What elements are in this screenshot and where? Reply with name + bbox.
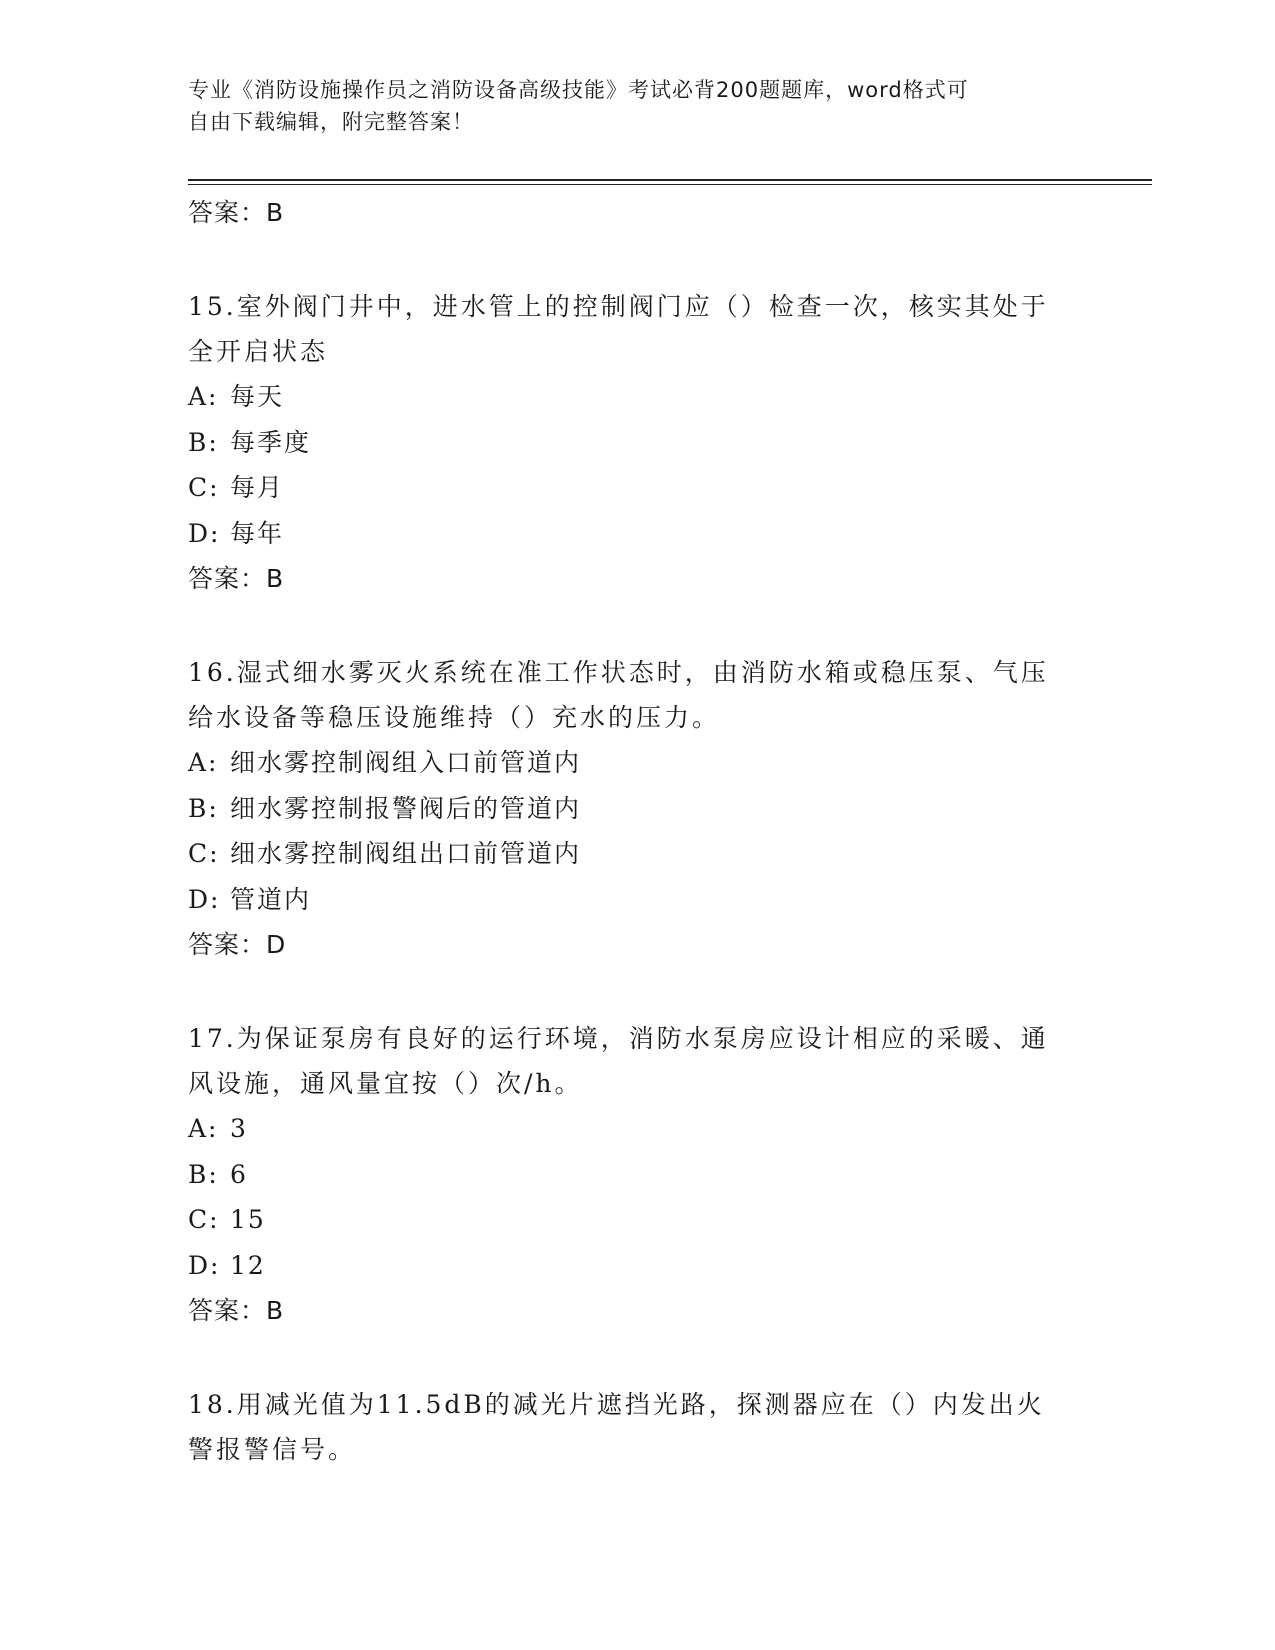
option-a [188,374,1088,420]
question-stem-line-1: 16.湿式细水雾灭火系统在准工作状态时，由消防水箱或稳压泵、气压 [188,658,1049,687]
option-text: 6 [230,1159,248,1189]
question-stem-line-1: 17.为保证泵房有良好的运行环境，消防水泵房应设计相应的采暖、通 [188,1024,1049,1053]
question-17 [188,1016,1088,1334]
question-stem-line-1: 18.用减光值为11.5dB的减光片遮挡光路，探测器应在（）内发出火 [188,1390,1045,1419]
option-a [188,1106,1088,1152]
question-stem-line-1: 15.室外阀门井中，进水管上的控制阀门应（）检查一次，核实其处于 [188,292,1049,321]
option-text: 细水雾控制阀组入口前管道内 [230,748,582,777]
question-stem-line-2: 风设施，通风量宜按（）次/h。 [188,1069,583,1098]
header-divider-thick [188,179,1152,181]
option-a [188,740,1088,786]
option-b [188,786,1088,832]
option-letter: D: [188,518,221,548]
option-c [188,1197,1088,1243]
option-c [188,831,1088,877]
answer-line: 答案：D [188,930,287,959]
question-16 [188,650,1088,968]
option-text: 管道内 [230,884,312,914]
option-letter: B: [188,1159,219,1189]
option-text: 细水雾控制报警阀后的管道内 [230,793,582,823]
question-list [188,188,1088,1472]
option-text: 15 [230,1205,266,1234]
option-b [188,420,1088,466]
option-letter: C: [188,839,220,868]
option-text: 3 [230,1114,248,1143]
answer-line: 答案：B [188,564,285,593]
document-header [188,74,1088,138]
question-stem-line-2: 警报警信号。 [188,1435,357,1464]
option-d [188,877,1088,923]
answer-line: 答案：B [188,1296,285,1325]
answer-line-14: 答案：B [188,198,285,227]
option-letter: B: [188,793,219,823]
option-letter: D: [188,1250,221,1280]
option-letter: D: [188,884,221,914]
option-letter: A: [188,382,219,411]
question-18 [188,1382,1088,1472]
question-15 [188,284,1088,602]
option-text: 每月 [230,473,285,502]
option-letter: C: [188,1205,220,1234]
option-text: 细水雾控制阀组出口前管道内 [230,839,582,868]
option-d [188,511,1088,557]
option-text: 每天 [230,382,285,411]
option-b [188,1152,1088,1198]
header-line-1: 专业《消防设施操作员之消防设备高级技能》考试必背200题题库，word格式可 [188,78,969,102]
header-line-2: 自由下载编辑，附完整答案！ [188,110,474,134]
option-letter: A: [188,748,219,777]
question-stem-line-2: 全开启状态 [188,337,329,366]
header-divider-thin [188,184,1152,185]
option-letter: A: [188,1114,219,1143]
option-letter: B: [188,427,219,457]
option-text: 每年 [230,518,285,548]
option-d [188,1243,1088,1289]
option-text: 12 [230,1250,266,1280]
option-letter: C: [188,473,220,502]
option-text: 每季度 [230,427,312,457]
question-stem-line-2: 给水设备等稳压设施维持（）充水的压力。 [188,703,721,732]
option-c [188,465,1088,511]
